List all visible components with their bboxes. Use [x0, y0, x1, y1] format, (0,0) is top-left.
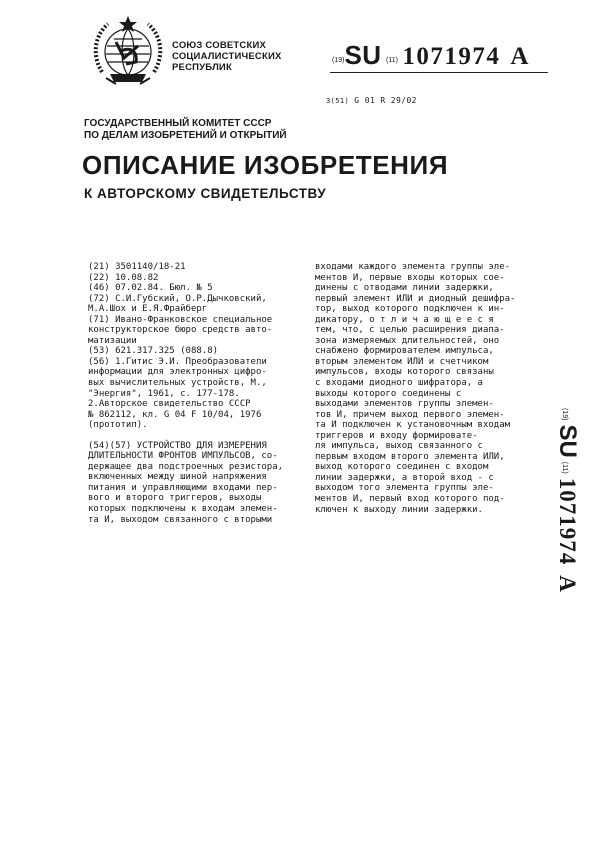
claim-line: дикатору, о т л и ч а ю щ е е с я [315, 314, 494, 325]
claim-line: линии задержки, а второй вход - с [315, 472, 494, 483]
biblio-line: (21) 3501140/18-21 [88, 262, 186, 272]
claim-line: тов И, причем выход первого элемен- [315, 409, 505, 420]
biblio-line: № 862112, кл. G 04 F 10/04, 1976 [88, 409, 262, 420]
biblio-line: конструкторское бюро средств авто- [88, 325, 273, 336]
claim-line: выход которого соединен с входом [315, 462, 489, 473]
committee-line: ПО ДЕЛАМ ИЗОБРЕТЕНИЙ И ОТКРЫТИЙ [84, 130, 287, 141]
biblio-line: (53) 621.317.325 (088.8) [88, 346, 219, 357]
claim-line: входами каждого элемента группы эле- [315, 262, 511, 272]
patent-number-header [332, 40, 528, 71]
claim-line: импульсов, входы которого связаны [315, 367, 494, 378]
claim-line: ДЛИТЕЛЬНОСТИ ФРОНТОВ ИМПУЛЬСОВ, со- [88, 451, 278, 462]
claim-line: зона измеряемых длительностей, оно [315, 335, 500, 346]
claim-line: включенных между шиной напряжения [88, 472, 267, 483]
claim-line: ля импульса, выход связанного с [315, 441, 483, 452]
claim-line: питания и управляющими входами пер- [88, 482, 278, 493]
biblio-line: вых вычислительных устройств, М., [88, 378, 267, 389]
claim-line: выходом того элемента группы эле- [315, 483, 494, 494]
side-country-code: SU [554, 424, 581, 458]
claim-line: первый элемент ИЛИ и диодный дешифра- [315, 293, 516, 304]
claim-line: та И подключен к установочным входам [315, 420, 511, 431]
biblio-line: (46) 07.02.84. Бюл. № 5 [88, 283, 213, 294]
left-column [88, 262, 310, 525]
right-column [315, 262, 553, 515]
claim-line: ключен к выходу линии задержки. [315, 504, 483, 515]
issuing-state-line: РЕСПУБЛИК [172, 62, 232, 73]
biblio-line: (72) С.И.Губский, О.Р.Дычковский, [88, 293, 267, 304]
biblio-line: (56) 1.Гитис Э.И. Преобразователи [88, 356, 267, 367]
biblio-line: матизации [88, 335, 137, 346]
biblio-line: (прототип). [88, 420, 148, 431]
claim-line: выходы которого соединены с [315, 388, 462, 399]
side-patent-number [554, 408, 581, 658]
side-patent-number-value: 1071974 [555, 477, 580, 566]
number-code-label: (11) [386, 57, 398, 64]
issuing-state-line: СОЮЗ СОВЕТСКИХ [172, 40, 267, 51]
biblio-line: "Энергия", 1961, с. 177-178. [88, 388, 240, 399]
claim-line: вторым элементом ИЛИ и счетчиком [315, 356, 489, 367]
biblio-line: (22) 10.08.82 [88, 272, 159, 283]
issuing-state [172, 40, 282, 73]
ipc-value: G 01 R 29/02 [354, 96, 417, 105]
claim-line: динены с отводами линии задержки, [315, 283, 494, 294]
ipc-code-label: 3(51) [326, 97, 350, 105]
claim-line: та И, выходом связанного с вторыми [88, 514, 273, 525]
claim-line: с входами диодного шифратора, а [315, 378, 483, 389]
state-committee [84, 118, 287, 142]
ussr-emblem-icon [88, 12, 168, 92]
claim-line: вого и второго триггеров, выходы [88, 493, 262, 504]
claim-line: держащее два подстроечных резистора, [88, 461, 284, 472]
country-code: SU [344, 40, 382, 70]
document-title: ОПИСАНИЕ ИЗОБРЕТЕНИЯ [82, 150, 449, 180]
country-code-label: (19) [332, 57, 345, 64]
ipc-classification [326, 96, 417, 105]
biblio-line: М.А.Шох и Е.Я.Фрайберг [88, 304, 208, 315]
claim-line: первым входом второго элемента ИЛИ, [315, 451, 505, 462]
claim-line: снабжено формирователем импульса, [315, 346, 494, 357]
document-subtitle: К АВТОРСКОМУ СВИДЕТЕЛЬСТВУ [84, 186, 327, 201]
patent-number: 1071974 [402, 43, 501, 70]
side-kind-code: A [555, 575, 580, 592]
claim-line: выходами элементов группы элемен- [315, 399, 494, 410]
claim-line: тор, выход которого подключен к ин- [315, 304, 505, 315]
biblio-line: (71) Ивано-Франковское специальное [88, 314, 273, 325]
biblio-line: 2.Авторское свидетельство СССР [88, 399, 251, 410]
claim-line: триггеров и входу формировате- [315, 430, 478, 441]
kind-code: A [510, 43, 529, 70]
side-country-code-label: (19) [561, 408, 568, 421]
claim-line: которых подключены к входам элемен- [88, 504, 278, 515]
committee-line: ГОСУДАРСТВЕННЫЙ КОМИТЕТ СССР [84, 118, 272, 129]
claim-line: тем, что, с целью расширения диапа- [315, 325, 505, 336]
biblio-line: информации для электронных цифро- [88, 367, 267, 378]
side-number-code-label: (11) [561, 461, 568, 474]
issuing-state-line: СОЦИАЛИСТИЧЕСКИХ [172, 51, 282, 62]
claim-line: (54)(57) УСТРОЙСТВО ДЛЯ ИЗМЕРЕНИЯ [88, 440, 267, 451]
claim-line: ментов И, первые входы которых сое- [315, 272, 505, 283]
header-rule [330, 72, 548, 73]
claim-line: ментов И, первый вход которого под- [315, 494, 505, 505]
